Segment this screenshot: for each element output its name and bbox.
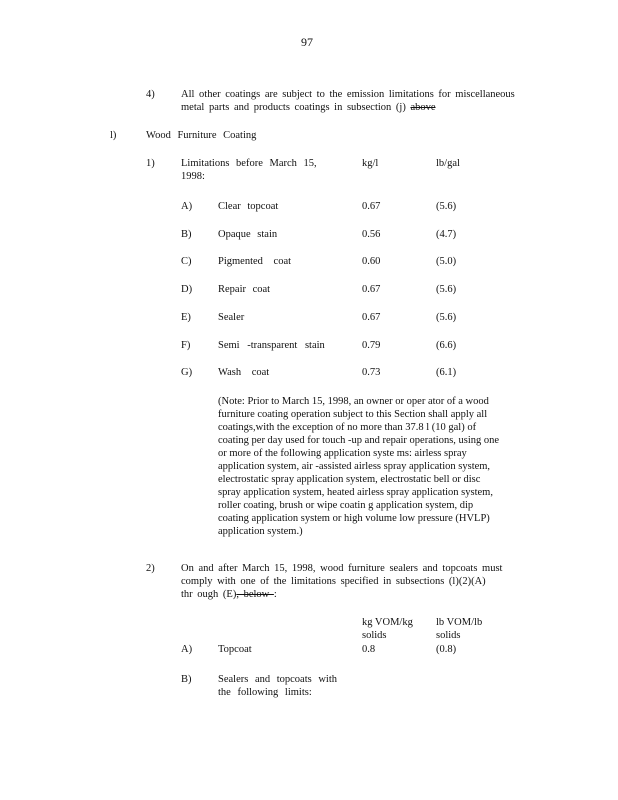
sub-2-row-a-kg-value: 0.8	[362, 644, 376, 655]
sub-2-line-3-colon: :	[273, 589, 277, 600]
row-lb-value: (5.0)	[436, 256, 457, 267]
sub-2-number: 2)	[146, 563, 155, 574]
sub-2-row-a-name: Topcoat	[218, 644, 252, 655]
row-kg-value: 0.60	[362, 256, 381, 267]
item-4-line-2-text: metal parts and products coatings in subsection (j)	[181, 102, 411, 113]
row-letter: E)	[181, 312, 191, 323]
sub-2-line-2: comply with one of the limitations specified in subsections (l)(2)(A)	[181, 576, 486, 587]
row-coating-name: Wash coat	[218, 367, 270, 378]
note-line: application system, air -assisted airless spray application system,	[218, 461, 491, 472]
row-lb-value: (5.6)	[436, 201, 457, 212]
column-lb-per-gal: lb/gal	[436, 158, 460, 169]
row-kg-value: 0.67	[362, 284, 381, 295]
row-coating-name: Clear topcoat	[218, 201, 279, 212]
note-line: (Note: Prior to March 15, 1998, an owner or oper ator of a wood	[218, 396, 489, 407]
column-kg-vom-kg-line-2: solids	[362, 630, 387, 641]
section-l-title: Wood Furniture Coating	[146, 130, 257, 141]
sub-2-line-1: On and after March 15, 1998, wood furniture sealers and topcoats must	[181, 563, 503, 574]
row-kg-value: 0.67	[362, 201, 381, 212]
row-letter: G)	[181, 367, 193, 378]
item-4-struck-text: above	[410, 102, 436, 113]
page-number: 97	[301, 35, 313, 49]
row-lb-value: (5.6)	[436, 284, 457, 295]
row-lb-value: (6.6)	[436, 340, 457, 351]
row-coating-name: Pigmented coat	[218, 256, 292, 267]
row-kg-value: 0.79	[362, 340, 381, 351]
row-kg-value: 0.73	[362, 367, 381, 378]
sub-2-struck-text: , below	[236, 589, 274, 600]
section-l-number: l)	[110, 130, 117, 141]
sub-2-row-b-line-1: Sealers and topcoats with	[218, 674, 338, 685]
row-coating-name: Repair coat	[218, 284, 271, 295]
sub-2-row-b-letter: B)	[181, 674, 192, 685]
row-letter: F)	[181, 340, 191, 351]
note-line: coating per day used for touch -up and repair operations, using one	[218, 435, 500, 446]
row-coating-name: Opaque stain	[218, 229, 278, 240]
sub-1-number: 1)	[146, 158, 155, 169]
note-line: roller coating, brush or wipe coatin g application system, dip	[218, 500, 474, 511]
note-line: application system.)	[218, 526, 303, 537]
column-lb-vom-lb-line-2: solids	[436, 630, 461, 641]
sub-2-row-a-letter: A)	[181, 644, 193, 655]
note-line: coatings,with the exception of no more than 37.8 l (10 gal) of	[218, 422, 477, 433]
item-4-line-2	[181, 101, 436, 114]
sub-1-heading-line-1: Limitations before March 15,	[181, 158, 317, 169]
row-letter: A)	[181, 201, 193, 212]
row-coating-name: Semi -transparent stain	[218, 340, 325, 351]
note-line: electrostatic spray application system, electrostatic bell or disc	[218, 474, 481, 485]
column-lb-vom-lb-line-1: lb VOM/lb	[436, 617, 483, 628]
column-kg-vom-kg-line-1: kg VOM/kg	[362, 617, 413, 628]
sub-2-line-3-text: thr ough (E)	[181, 589, 237, 600]
row-letter: C)	[181, 256, 192, 267]
note-line: coating application system or high volume low pressure (HVLP)	[218, 513, 490, 524]
item-4-line-1: All other coatings are subject to the emission limitations for miscellaneous	[181, 89, 515, 100]
item-4-number: 4)	[146, 89, 155, 100]
sub-2-line-3	[181, 588, 277, 601]
row-lb-value: (6.1)	[436, 367, 457, 378]
sub-2-row-b-line-2: the following limits:	[218, 687, 312, 698]
row-letter: B)	[181, 229, 192, 240]
column-kg-per-l: kg/l	[362, 158, 379, 169]
row-kg-value: 0.56	[362, 229, 381, 240]
row-letter: D)	[181, 284, 193, 295]
sub-2-row-a-lb-value: (0.8)	[436, 644, 457, 655]
note-line: or more of the following application syste ms: airless spray	[218, 448, 467, 459]
row-lb-value: (5.6)	[436, 312, 457, 323]
row-coating-name: Sealer	[218, 312, 245, 323]
sub-1-heading-line-2: 1998:	[181, 171, 205, 182]
note-line: furniture coating operation subject to this Section shall apply all	[218, 409, 488, 420]
row-kg-value: 0.67	[362, 312, 381, 323]
note-line: spray application system, heated airless spray application system,	[218, 487, 493, 498]
row-lb-value: (4.7)	[436, 229, 457, 240]
